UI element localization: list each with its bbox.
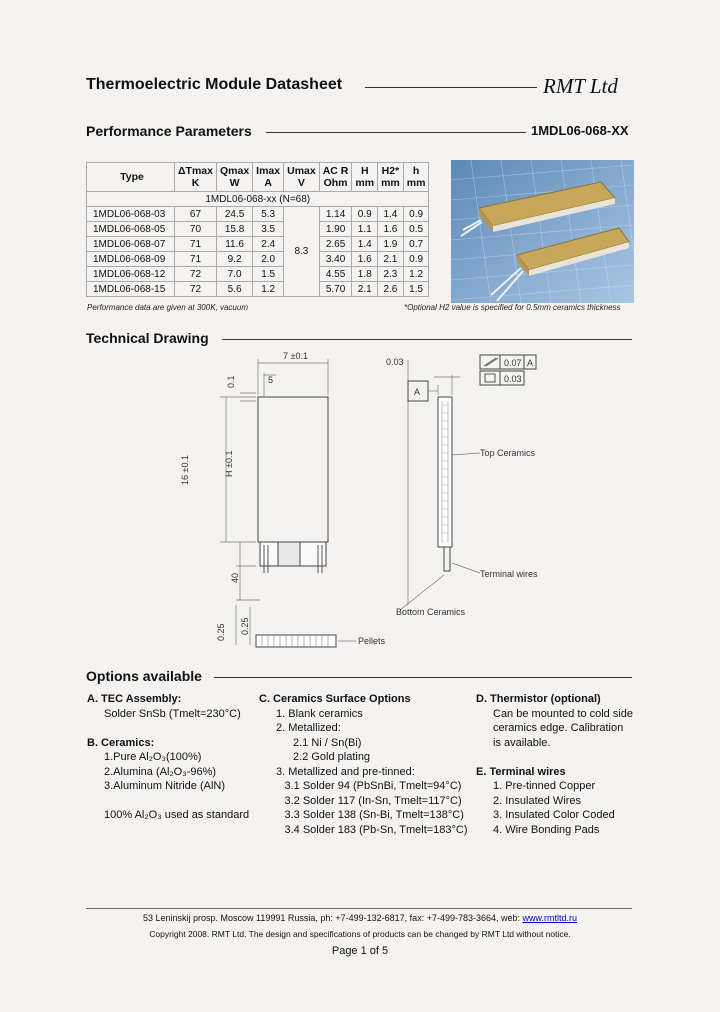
option-line: 3.1 Solder 94 (PbSnBi, Tmelt=94°C) [284, 780, 462, 792]
option-line: 100% Al₂O₃ used as standard [104, 809, 250, 821]
option-line [87, 794, 257, 809]
technical-drawing [180, 345, 640, 655]
module-side-outline [438, 397, 452, 547]
drawing-rule [222, 339, 632, 340]
dim-height: 16 ±0.1 [180, 455, 190, 485]
document-title: Thermoelectric Module Datasheet [86, 76, 343, 93]
table-row: 1MDL06-068-15 72 5.6 1.2 5.70 2.1 2.6 1.5 [87, 282, 429, 297]
option-line: C. Ceramics Surface Options [259, 693, 411, 705]
label-bottom-ceramics: Bottom Ceramics [396, 607, 466, 617]
option-line: 4. Wire Bonding Pads [493, 823, 600, 836]
dim-top: 0.1 [226, 375, 236, 388]
col-type: Type [87, 163, 175, 192]
option-line: 2.Alumina (Al₂O₃-96%) [104, 765, 217, 778]
label-terminal-wires: Terminal wires [480, 569, 538, 579]
performance-table [86, 162, 429, 297]
option-line: 2. Insulated Wires [493, 794, 582, 807]
product-photo [451, 160, 634, 303]
table-row: 1MDL06-068-09 71 9.2 2.0 3.40 1.6 2.1 0.9 [87, 252, 429, 267]
dim-40: 40 [230, 572, 240, 583]
option-line: is available. [493, 736, 551, 749]
option-line: 2. Metallized: [276, 722, 341, 734]
option-line [87, 721, 257, 736]
option-line: ceramics edge. Calibration [493, 722, 624, 734]
option-line [476, 750, 636, 765]
table-row: 1MDL06-068-05 70 15.8 3.5 1.90 1.1 1.6 0.5 [87, 222, 429, 237]
dim-025-a: 0.25 [216, 623, 226, 641]
footer-rule [86, 908, 632, 909]
footer-copyright: Copyright 2008. RMT Ltd. The design and specifications of products can be changed by RMT Ltd without notice. [149, 929, 571, 939]
datum-label: A [414, 387, 421, 397]
col-dtmax: ΔTmax K [175, 163, 217, 192]
umax-value: 8.3 [284, 207, 320, 297]
option-line: D. Thermistor (optional) [476, 693, 601, 705]
col-imax: Imax A [253, 163, 284, 192]
options-heading: Options available [86, 668, 202, 684]
table-header-row [87, 163, 429, 192]
table-row: 1MDL06-068-07 71 11.6 2.4 2.65 1.4 1.9 0.7 [87, 237, 429, 252]
footer-address: 53 Leninskij prosp. Moscow 119991 Russia, ph: +7-499-132-6817, fax: +7-499-783-3664, web: www.rmtltd.ru [142, 913, 578, 923]
option-line: 3.2 Solder 117 (In-Sn, Tmelt=117°C) [284, 794, 462, 807]
footer-web-link[interactable]: www.rmtltd.ru [522, 913, 578, 923]
dim-025-b: 0.25 [240, 617, 250, 635]
col-qmax: Qmax W [216, 163, 252, 192]
table-row: 1MDL06-068-12 72 7.0 1.5 4.55 1.8 2.3 1.2 [87, 267, 429, 282]
table-row: 1MDL06-068-03 67 24.5 5.3 8.3 1.14 0.9 1.4 0.9 [87, 207, 429, 222]
tol-flat: 0.03 [386, 357, 404, 367]
tol-parallel: 0.07 [504, 358, 522, 368]
col-acr: AC R Ohm [319, 163, 352, 192]
options-col-d [476, 692, 636, 837]
option-line: 2.1 Ni / Sn(Bi) [293, 736, 362, 749]
flatness-icon [485, 374, 495, 382]
title-rule [365, 87, 537, 88]
option-line: 1. Blank ceramics [276, 707, 363, 720]
options-col-c [259, 692, 474, 837]
option-line: 3.4 Solder 183 (Pb-Sn, Tmelt=183°C) [284, 823, 468, 836]
tol-flatness: 0.03 [504, 374, 522, 384]
option-line: A. TEC Assembly: [87, 693, 182, 705]
drawing-heading: Technical Drawing [86, 330, 209, 346]
options-rule [214, 677, 632, 678]
dim-width: 7 ±0.1 [283, 351, 308, 361]
label-top-ceramics: Top Ceramics [480, 448, 536, 458]
col-h-small: h mm [403, 163, 429, 192]
model-number: 1MDL06-068-XX [531, 123, 629, 138]
option-line: 3. Insulated Color Coded [493, 809, 615, 821]
dim-h: H ±0.1 [224, 450, 234, 477]
performance-heading: Performance Parameters [86, 123, 252, 139]
dim-five: 5 [268, 375, 274, 385]
option-line: 2.2 Gold plating [293, 751, 371, 763]
company-logo: RMT Ltd [543, 74, 618, 98]
note-h2: *Optional H2 value is specified for 0.5mm ceramics thickness [404, 303, 621, 312]
option-line: 3.3 Solder 138 (Sn-Bi, Tmelt=138°C) [284, 809, 464, 821]
option-line: Solder SnSb (Tmelt=230°C) [104, 707, 241, 720]
option-line: 3. Metallized and pre-tinned: [276, 765, 415, 778]
page-number: Page 1 of 5 [331, 945, 389, 957]
label-pellets: Pellets [358, 636, 386, 646]
option-line: B. Ceramics: [87, 736, 155, 749]
options-col-a [87, 692, 257, 823]
option-line: 1.Pure Al₂O₃(100%) [104, 751, 202, 763]
option-line: Can be mounted to cold side [493, 707, 634, 720]
col-umax: Umax V [284, 163, 320, 192]
group-label: 1MDL06-068-xx (N=68) [87, 192, 429, 207]
col-h2: H2* mm [378, 163, 404, 192]
col-h: H mm [352, 163, 378, 192]
parallelism-icon [484, 358, 498, 366]
note-conditions: Performance data are given at 300K, vacuum [87, 303, 248, 312]
option-line: E. Terminal wires [476, 765, 566, 778]
performance-rule [266, 132, 526, 133]
option-line: 1. Pre-tinned Copper [493, 780, 596, 792]
tol-parallel-ref: A [527, 358, 534, 368]
module-front-outline [258, 397, 328, 542]
option-line: 3.Aluminum Nitride (AlN) [104, 780, 226, 792]
